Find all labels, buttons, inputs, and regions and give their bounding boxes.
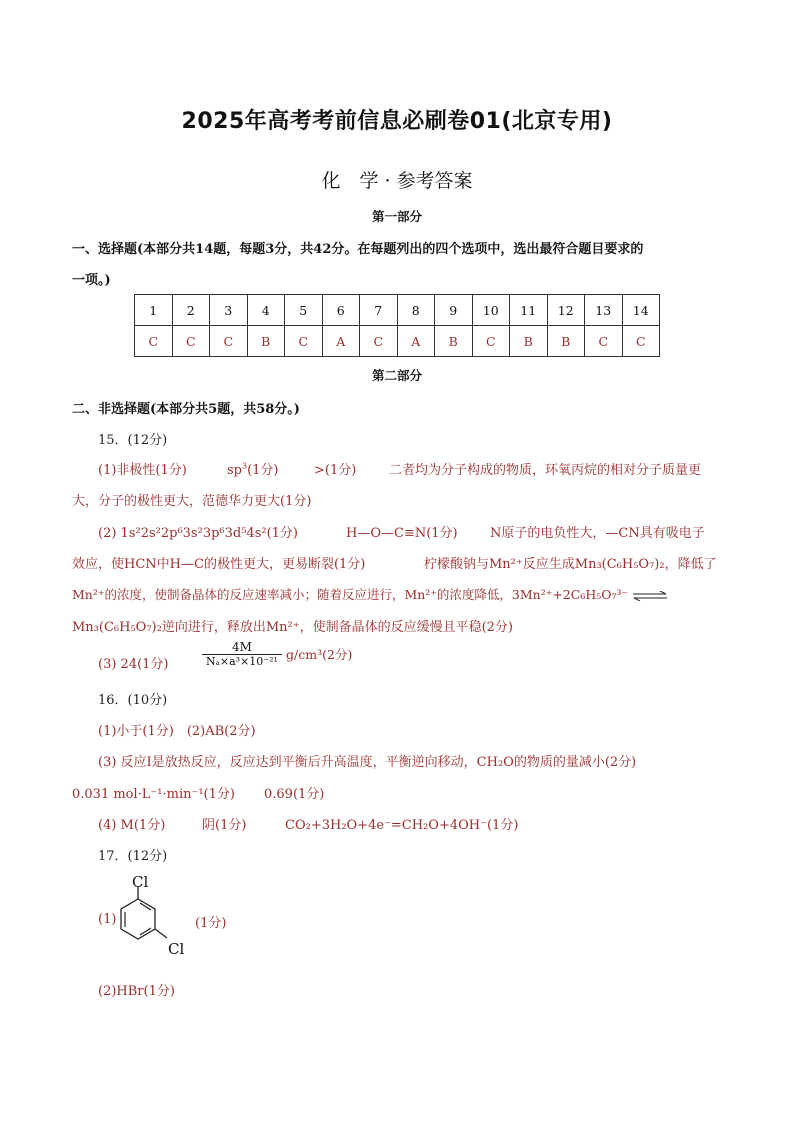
density-denominator: Nₐ×a³×10⁻²¹ <box>206 655 278 668</box>
q16-answer-4b: 阴(1分) <box>202 818 247 833</box>
q16-value: 0.69(1分) <box>264 787 325 802</box>
q15-citrate-text: Mn²⁺的浓度，使制备晶体的反应速率减小；随着反应进行，Mn²⁺的浓度降低，3Mn²⁺+2C₆H₅O₇³⁻ <box>72 587 629 602</box>
q15-citrate-start: 柠檬酸钠与Mn²⁺反应生成Mn₃(C₆H₅O₇)₂，降低了 <box>424 557 717 572</box>
part2-section: 二、非选择题(本部分共5题，共58分。) <box>72 402 300 417</box>
q16-rate: 0.031 mol·L⁻¹·min⁻¹(1分) <box>72 787 235 802</box>
q16-heading: 16．(10分) <box>98 693 168 708</box>
answer-table <box>134 294 660 357</box>
q15-reason-cont: 效应，使HCN中H—C的极性更大，更易断裂(1分) <box>72 557 366 572</box>
part1-section-line1: 一、选择题(本部分共14题，每题3分，共42分。在每题列出的四个选项中，选出最符合题目要求的 <box>72 242 644 257</box>
answer-cell: C <box>360 326 398 357</box>
answer-table-answers-row <box>135 326 660 357</box>
question-number: 10 <box>472 295 510 326</box>
question-number: 3 <box>210 295 248 326</box>
q17-heading: 17．(12分) <box>98 849 168 864</box>
q15-answer-1c: >(1分) <box>314 463 357 478</box>
question-number: 4 <box>247 295 285 326</box>
answer-cell: C <box>472 326 510 357</box>
q16-answer-3: (3) 反应I是放热反应，反应达到平衡后升高温度，平衡逆向移动，CH₂O的物质的量减小(2分) <box>98 755 637 770</box>
question-number: 13 <box>585 295 623 326</box>
answer-cell: B <box>547 326 585 357</box>
equilibrium-arrow-icon <box>632 591 668 601</box>
page-subtitle: 化 学 · 参考答案 <box>321 170 473 192</box>
density-numerator: 4M <box>202 640 282 655</box>
chlorine-label-bottom: Cl <box>168 940 185 958</box>
answer-cell: C <box>285 326 323 357</box>
question-number: 8 <box>397 295 435 326</box>
answer-cell: B <box>510 326 548 357</box>
question-number: 5 <box>285 295 323 326</box>
q15-answer-1d: 二者均为分子构成的物质，环氧丙烷的相对分子质量更 <box>389 463 702 478</box>
q15-citrate-cont <box>72 585 668 603</box>
chlorine-label-top: Cl <box>132 873 149 891</box>
page-title: 2025年高考考前信息必刷卷01(北京专用) <box>181 109 613 134</box>
answer-cell: C <box>135 326 173 357</box>
q17-answer-1-score: (1分) <box>195 916 227 931</box>
q16-electrode-equation: CO₂+3H₂O+4e⁻=CH₂O+4OH⁻(1分) <box>285 818 519 833</box>
answer-cell: C <box>585 326 623 357</box>
part2-label: 第二部分 <box>371 368 422 383</box>
q17-answer-2: (2)HBr(1分) <box>98 984 175 999</box>
question-number: 6 <box>322 295 360 326</box>
density-fraction <box>202 640 282 668</box>
answer-table-numbers-row <box>135 295 660 326</box>
answer-cell: A <box>322 326 360 357</box>
q15-answer-1e: 大，分子的极性更大，范德华力更大(1分) <box>72 494 312 509</box>
answer-cell: C <box>210 326 248 357</box>
part1-label: 第一部分 <box>371 209 422 224</box>
question-number: 2 <box>172 295 210 326</box>
q17-answer-1-label: (1) <box>98 912 117 927</box>
q16-answer-1-2: (1)小于(1分) (2)AB(2分) <box>98 724 256 739</box>
question-number: 14 <box>622 295 660 326</box>
answer-cell: B <box>435 326 473 357</box>
q15-density-formula <box>202 640 352 668</box>
question-number: 1 <box>135 295 173 326</box>
dichlorobenzene-structure <box>116 870 196 965</box>
answer-cell: A <box>397 326 435 357</box>
answer-cell: B <box>247 326 285 357</box>
q15-reason-start: N原子的电负性大，—CN具有吸电子 <box>490 526 705 541</box>
question-number: 12 <box>547 295 585 326</box>
question-number: 11 <box>510 295 548 326</box>
q15-answer-3a: (3) 24(1分) <box>98 657 169 672</box>
density-unit: g/cm³(2分) <box>286 647 353 662</box>
q15-structure: H—O—C≡N(1分) <box>346 526 458 541</box>
q15-heading: 15．(12分) <box>98 433 168 448</box>
q15-sp-text: sp <box>227 463 242 478</box>
answer-cell: C <box>172 326 210 357</box>
q15-sp-superscript: 3 <box>242 461 248 471</box>
q15-sp-score: (1分) <box>247 463 279 478</box>
question-number: 7 <box>360 295 398 326</box>
q16-answer-4a: (4) M(1分) <box>98 818 166 833</box>
answer-cell: C <box>622 326 660 357</box>
part1-section-line2: 一项。) <box>72 273 111 288</box>
q15-electron-config: (2) 1s²2s²2p⁶3s²3p⁶3d⁵4s²(1分) <box>98 526 298 541</box>
question-number: 9 <box>435 295 473 326</box>
q15-answer-1b <box>227 459 279 478</box>
q15-answer-1a: (1)非极性(1分) <box>98 463 187 478</box>
q15-citrate-end: Mn₃(C₆H₅O₇)₂逆向进行，释放出Mn²⁺，使制备晶体的反应缓慢且平稳(2分) <box>72 620 513 635</box>
